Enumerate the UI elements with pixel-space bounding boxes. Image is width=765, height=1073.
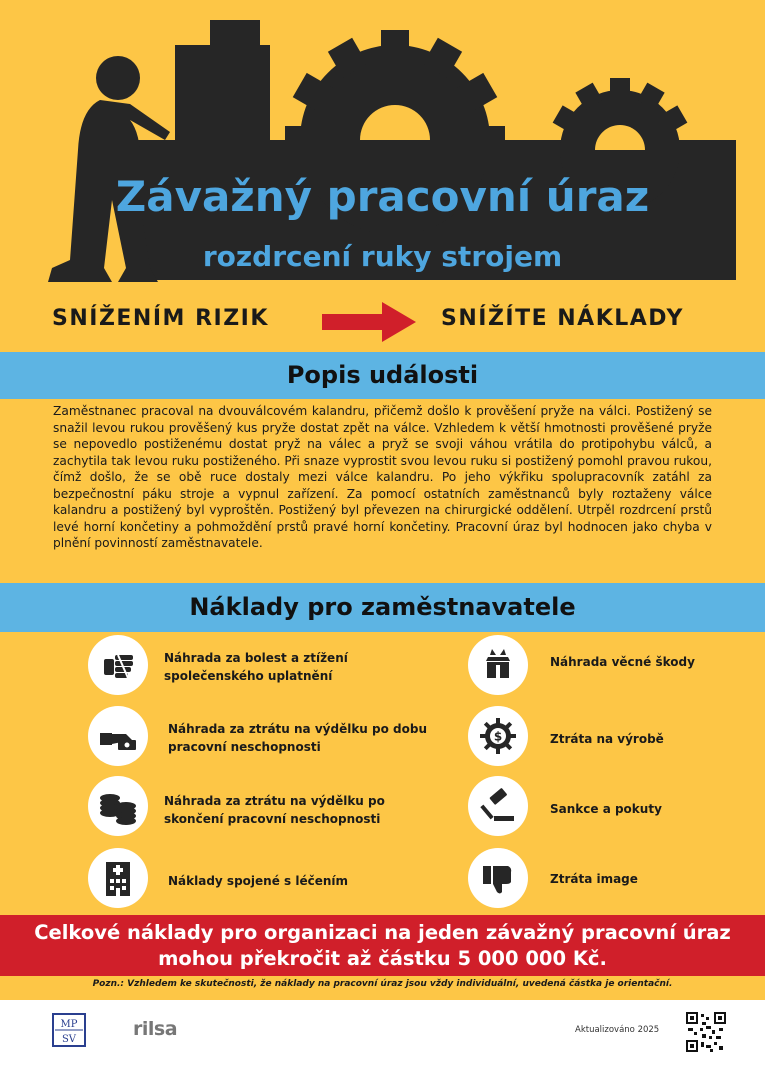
svg-text:SV: SV bbox=[61, 1034, 77, 1045]
gavel-icon bbox=[468, 776, 528, 836]
thumbs-down-icon bbox=[468, 848, 528, 908]
cost-item-label: Náklady spojené s léčením bbox=[168, 874, 348, 888]
cost-item-label: Ztráta image bbox=[550, 872, 638, 886]
section-heading-description: Popis události bbox=[0, 352, 765, 399]
cost-item-label: Náhrada věcné škody bbox=[550, 655, 695, 669]
cost-item-label: Náhrada za ztrátu na výdělku po dobu pracovní neschopnosti bbox=[168, 722, 428, 754]
total-cost-line-1: Celkové náklady pro organizaci na jeden závažný pracovní úraz bbox=[34, 921, 731, 944]
cost-item-label: Sankce a pokuty bbox=[550, 802, 662, 816]
slogan-right: SNÍŽÍTE NÁKLADY bbox=[441, 306, 684, 331]
total-cost-line-2: mohou překročit až částku 5 000 000 Kč. bbox=[158, 947, 607, 970]
updated-date: Aktualizováno 2025 bbox=[575, 1025, 660, 1035]
coin-stacks-icon bbox=[88, 776, 148, 836]
gear-dollar-icon bbox=[468, 706, 528, 766]
cost-item-label: Náhrada za ztrátu na výdělku po skončení pracovní neschopnosti bbox=[164, 794, 385, 826]
cost-item-label: Ztráta na výrobě bbox=[550, 732, 664, 746]
rilsa-logo: rilsa bbox=[133, 1018, 178, 1040]
slogan-left: SNÍŽENÍM RIZIK bbox=[52, 306, 269, 331]
page-subtitle: rozdrcení ruky strojem bbox=[202, 240, 563, 273]
event-description: Zaměstnanec pracoval na dvouválcovém kalandru, přičemž došlo k prověšení pryže na válci. Postižený se snažil levou rukou prověšený kus pryže dostat zpět na válce. Vzhledem k větší hmotnosti prověšené pryže se nepovedlo postiženému dostat pryž na válec a pryž se svoji váhou vrátila do protipohybu válců, a zachytila tak levou ruku postiženého. Při snaze vyprostit svou levou ruku si postižený pomohl pravou rukou, čímž došlo, že se obě ruce dostaly mezi válce kalandru. Po jeho výkřiku spolupracovník zatáhl za bezpečnostní páku stroje a vypnul zařízení. Za pomocí ostatních zaměstnanců byly roztaženy válce kalandru a postižený byl vyproštěn. Postižený byl převezen na chirurgické oddělení. Utrpěl rozdrcení prstů levé horní končetiny a pohmoždění prstů pravé horní končetiny. Pracovní úraz byl hodnocen jako chyba v plnění povinností zaměstnavatele. bbox=[53, 404, 712, 550]
svg-text:MP: MP bbox=[60, 1019, 78, 1030]
cost-item-label: Náhrada za bolest a ztížení společenského uplatnění bbox=[164, 651, 348, 683]
total-cost-banner bbox=[0, 915, 765, 976]
hand-with-money-icon bbox=[88, 706, 148, 766]
footer bbox=[0, 1000, 765, 1073]
section-heading-costs: Náklady pro zaměstnavatele bbox=[0, 583, 765, 632]
mpsv-logo bbox=[52, 1013, 86, 1047]
bandaged-hand-icon bbox=[88, 635, 148, 695]
hospital-building-icon bbox=[88, 848, 148, 908]
svg-text:$: $ bbox=[493, 729, 503, 744]
qr-code[interactable] bbox=[686, 1012, 726, 1052]
page-title: Závažný pracovní úraz bbox=[115, 172, 650, 221]
arrow-right-icon bbox=[320, 300, 420, 344]
damaged-box-icon bbox=[468, 635, 528, 695]
footnote: Pozn.: Vzhledem ke skutečnosti, že náklady na pracovní úraz jsou vždy individuální, uvedená částka je orientační. bbox=[92, 979, 673, 989]
